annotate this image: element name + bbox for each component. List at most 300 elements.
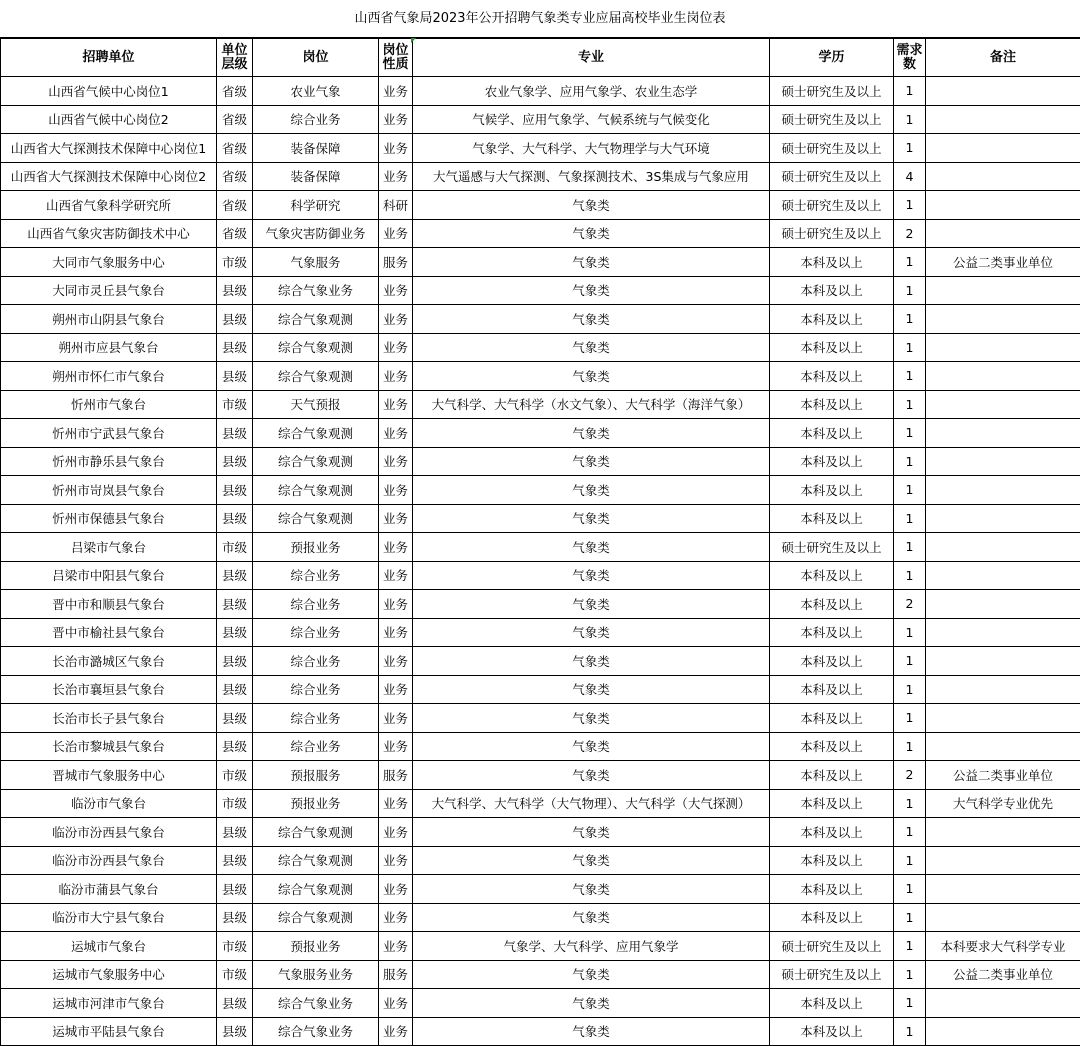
cell-unit[interactable]: 临汾市气象台 <box>1 789 217 818</box>
cell-major[interactable]: 气象学、大气科学、大气物理学与大气环境 <box>413 134 770 163</box>
cell-post[interactable]: 气象服务 <box>253 248 379 277</box>
cell-note[interactable] <box>926 504 1080 533</box>
cell-note[interactable] <box>926 1017 1080 1046</box>
cell-level[interactable]: 省级 <box>217 77 253 106</box>
cell-nature[interactable]: 业务 <box>379 846 413 875</box>
cell-post[interactable]: 综合业务 <box>253 704 379 733</box>
cell-post[interactable]: 综合气象观测 <box>253 875 379 904</box>
cell-level[interactable]: 县级 <box>217 846 253 875</box>
cell-count[interactable]: 1 <box>894 846 926 875</box>
cell-note[interactable] <box>926 590 1080 619</box>
cell-nature[interactable]: 业务 <box>379 789 413 818</box>
cell-unit[interactable]: 晋城市气象服务中心 <box>1 761 217 790</box>
cell-major[interactable]: 气象类 <box>413 618 770 647</box>
cell-count[interactable]: 1 <box>894 476 926 505</box>
cell-major[interactable]: 气象类 <box>413 476 770 505</box>
cell-post[interactable]: 预报业务 <box>253 932 379 961</box>
cell-level[interactable]: 县级 <box>217 305 253 334</box>
cell-edu[interactable]: 本科及以上 <box>770 732 894 761</box>
cell-post[interactable]: 农业气象 <box>253 77 379 106</box>
cell-post[interactable]: 综合业务 <box>253 590 379 619</box>
cell-post[interactable]: 装备保障 <box>253 134 379 163</box>
cell-major[interactable]: 气象类 <box>413 761 770 790</box>
cell-nature[interactable]: 业务 <box>379 362 413 391</box>
cell-note[interactable] <box>926 846 1080 875</box>
cell-unit[interactable]: 晋中市榆社县气象台 <box>1 618 217 647</box>
cell-count[interactable]: 1 <box>894 419 926 448</box>
cell-unit[interactable]: 山西省大气探测技术保障中心岗位1 <box>1 134 217 163</box>
cell-level[interactable]: 县级 <box>217 875 253 904</box>
cell-major[interactable]: 气象类 <box>413 647 770 676</box>
cell-nature[interactable]: 业务 <box>379 647 413 676</box>
cell-unit[interactable]: 朔州市应县气象台 <box>1 333 217 362</box>
table-row <box>1 533 1080 562</box>
cell-level[interactable]: 市级 <box>217 533 253 562</box>
cell-note[interactable] <box>926 675 1080 704</box>
cell-nature[interactable]: 业务 <box>379 390 413 419</box>
cell-edu[interactable]: 本科及以上 <box>770 989 894 1018</box>
cell-post[interactable]: 综合气象业务 <box>253 1017 379 1046</box>
cell-note[interactable]: 公益二类事业单位 <box>926 761 1080 790</box>
table-row <box>1 618 1080 647</box>
cell-count[interactable]: 1 <box>894 818 926 847</box>
cell-note[interactable] <box>926 305 1080 334</box>
table-row <box>1 989 1080 1018</box>
cell-edu[interactable]: 本科及以上 <box>770 789 894 818</box>
header-nature-line2: 性质 <box>382 57 408 72</box>
cell-nature[interactable]: 服务 <box>379 761 413 790</box>
cell-post[interactable]: 综合气象观测 <box>253 476 379 505</box>
cell-level[interactable]: 县级 <box>217 732 253 761</box>
cell-major[interactable]: 大气遥感与大气探测、气象探测技术、3S集成与气象应用 <box>413 162 770 191</box>
cell-note[interactable] <box>926 105 1080 134</box>
cell-post[interactable]: 综合气象观测 <box>253 818 379 847</box>
cell-level[interactable]: 市级 <box>217 932 253 961</box>
cell-count[interactable]: 1 <box>894 903 926 932</box>
cell-unit[interactable]: 临汾市汾西县气象台 <box>1 846 217 875</box>
cell-edu[interactable]: 本科及以上 <box>770 305 894 334</box>
cell-post[interactable]: 综合气象观测 <box>253 903 379 932</box>
cell-edu[interactable]: 本科及以上 <box>770 903 894 932</box>
header-nature-line1: 岗位 <box>382 43 408 58</box>
cell-level[interactable]: 县级 <box>217 504 253 533</box>
cell-major[interactable]: 气象类 <box>413 419 770 448</box>
cell-post[interactable]: 综合气象观测 <box>253 362 379 391</box>
cell-nature[interactable]: 业务 <box>379 105 413 134</box>
cell-nature[interactable]: 业务 <box>379 305 413 334</box>
cell-level[interactable]: 省级 <box>217 219 253 248</box>
cell-edu[interactable]: 本科及以上 <box>770 590 894 619</box>
cell-post[interactable]: 综合气象观测 <box>253 333 379 362</box>
cell-unit[interactable]: 运城市平陆县气象台 <box>1 1017 217 1046</box>
cell-count[interactable]: 1 <box>894 618 926 647</box>
cell-post[interactable]: 预报服务 <box>253 761 379 790</box>
cell-count[interactable]: 2 <box>894 590 926 619</box>
cell-note[interactable] <box>926 618 1080 647</box>
cell-nature[interactable]: 业务 <box>379 476 413 505</box>
table-row <box>1 333 1080 362</box>
cell-unit[interactable]: 晋中市和顺县气象台 <box>1 590 217 619</box>
cell-edu[interactable]: 本科及以上 <box>770 248 894 277</box>
cell-nature[interactable]: 业务 <box>379 1017 413 1046</box>
cell-note[interactable] <box>926 476 1080 505</box>
cell-major[interactable]: 气象类 <box>413 675 770 704</box>
cell-post[interactable]: 综合业务 <box>253 561 379 590</box>
cell-post[interactable]: 综合业务 <box>253 732 379 761</box>
cell-unit[interactable]: 山西省气候中心岗位2 <box>1 105 217 134</box>
table-row <box>1 105 1080 134</box>
cell-major[interactable]: 农业气象学、应用气象学、农业生态学 <box>413 77 770 106</box>
cell-major[interactable]: 气象类 <box>413 1017 770 1046</box>
cell-level[interactable]: 市级 <box>217 248 253 277</box>
cell-edu[interactable]: 本科及以上 <box>770 390 894 419</box>
cell-note[interactable] <box>926 875 1080 904</box>
cell-post[interactable]: 综合气象观测 <box>253 447 379 476</box>
table-row <box>1 732 1080 761</box>
cell-level[interactable]: 市级 <box>217 390 253 419</box>
cell-nature[interactable]: 服务 <box>379 248 413 277</box>
cell-nature[interactable]: 业务 <box>379 276 413 305</box>
cell-edu[interactable]: 本科及以上 <box>770 818 894 847</box>
cell-post[interactable]: 天气预报 <box>253 390 379 419</box>
cell-unit[interactable]: 运城市气象台 <box>1 932 217 961</box>
cell-level[interactable]: 省级 <box>217 162 253 191</box>
cell-edu[interactable]: 本科及以上 <box>770 875 894 904</box>
cell-major[interactable]: 气象类 <box>413 875 770 904</box>
cell-note[interactable] <box>926 362 1080 391</box>
cell-level[interactable]: 县级 <box>217 647 253 676</box>
header-major: 专业 <box>413 39 770 77</box>
cell-unit[interactable]: 山西省气象灾害防御技术中心 <box>1 219 217 248</box>
cell-unit[interactable]: 长治市黎城县气象台 <box>1 732 217 761</box>
cell-level[interactable]: 县级 <box>217 362 253 391</box>
cell-unit[interactable]: 山西省气候中心岗位1 <box>1 77 217 106</box>
cell-edu[interactable]: 本科及以上 <box>770 1017 894 1046</box>
cell-edu[interactable]: 本科及以上 <box>770 675 894 704</box>
cell-major[interactable]: 气象类 <box>413 989 770 1018</box>
cell-nature[interactable]: 业务 <box>379 162 413 191</box>
cell-count[interactable]: 1 <box>894 989 926 1018</box>
cell-count[interactable]: 1 <box>894 134 926 163</box>
cell-major[interactable]: 气象类 <box>413 219 770 248</box>
cell-count[interactable]: 1 <box>894 191 926 220</box>
cell-major[interactable]: 气象类 <box>413 533 770 562</box>
table-row <box>1 647 1080 676</box>
table-row <box>1 789 1080 818</box>
cell-count[interactable]: 1 <box>894 276 926 305</box>
cell-major[interactable]: 气象类 <box>413 960 770 989</box>
cell-count[interactable]: 1 <box>894 675 926 704</box>
cell-count[interactable]: 1 <box>894 561 926 590</box>
cell-major[interactable]: 气象类 <box>413 818 770 847</box>
cell-unit[interactable]: 临汾市蒲县气象台 <box>1 875 217 904</box>
cell-nature[interactable]: 业务 <box>379 989 413 1018</box>
cell-unit[interactable]: 运城市气象服务中心 <box>1 960 217 989</box>
cell-level[interactable]: 县级 <box>217 903 253 932</box>
cell-nature[interactable]: 业务 <box>379 590 413 619</box>
cell-count[interactable]: 2 <box>894 219 926 248</box>
cell-note[interactable] <box>926 533 1080 562</box>
cell-unit[interactable]: 吕梁市气象台 <box>1 533 217 562</box>
cell-count[interactable]: 1 <box>894 447 926 476</box>
cell-nature[interactable]: 业务 <box>379 732 413 761</box>
cell-count[interactable]: 1 <box>894 960 926 989</box>
cell-nature[interactable]: 业务 <box>379 504 413 533</box>
cell-post[interactable]: 综合气象观测 <box>253 846 379 875</box>
cell-note[interactable] <box>926 732 1080 761</box>
cell-nature[interactable]: 业务 <box>379 561 413 590</box>
cell-unit[interactable]: 长治市潞城区气象台 <box>1 647 217 676</box>
table-row <box>1 960 1080 989</box>
cell-note[interactable] <box>926 818 1080 847</box>
cell-level[interactable]: 县级 <box>217 276 253 305</box>
cell-edu[interactable]: 硕士研究生及以上 <box>770 77 894 106</box>
cell-post[interactable]: 气象服务业务 <box>253 960 379 989</box>
cell-major[interactable]: 气象类 <box>413 846 770 875</box>
cell-major[interactable]: 气象类 <box>413 704 770 733</box>
cell-count[interactable]: 1 <box>894 1017 926 1046</box>
cell-count[interactable]: 4 <box>894 162 926 191</box>
cell-count[interactable]: 1 <box>894 248 926 277</box>
cell-nature[interactable]: 业务 <box>379 333 413 362</box>
header-post: 岗位 <box>253 39 379 77</box>
cell-nature[interactable]: 服务 <box>379 960 413 989</box>
cell-nature[interactable]: 业务 <box>379 419 413 448</box>
cell-count[interactable]: 1 <box>894 105 926 134</box>
cell-post[interactable]: 综合气象观测 <box>253 419 379 448</box>
cell-post[interactable]: 科学研究 <box>253 191 379 220</box>
cell-unit[interactable]: 忻州市静乐县气象台 <box>1 447 217 476</box>
cell-level[interactable]: 县级 <box>217 704 253 733</box>
header-count-line2: 数 <box>903 57 916 72</box>
cell-count[interactable]: 1 <box>894 704 926 733</box>
cell-note[interactable] <box>926 903 1080 932</box>
cell-note[interactable] <box>926 134 1080 163</box>
cell-count[interactable]: 1 <box>894 789 926 818</box>
cell-level[interactable]: 市级 <box>217 960 253 989</box>
cell-unit[interactable]: 临汾市大宁县气象台 <box>1 903 217 932</box>
cell-post[interactable]: 预报业务 <box>253 789 379 818</box>
cell-level[interactable]: 市级 <box>217 761 253 790</box>
cell-edu[interactable]: 硕士研究生及以上 <box>770 191 894 220</box>
cell-unit[interactable]: 长治市长子县气象台 <box>1 704 217 733</box>
cell-post[interactable]: 综合气象观测 <box>253 504 379 533</box>
cell-level[interactable]: 县级 <box>217 333 253 362</box>
sheet-title: 山西省气象局2023年公开招聘气象类专业应届高校毕业生岗位表 <box>0 0 1080 38</box>
cell-unit[interactable]: 临汾市汾西县气象台 <box>1 818 217 847</box>
table-row <box>1 561 1080 590</box>
cell-edu[interactable]: 本科及以上 <box>770 561 894 590</box>
cell-level[interactable]: 省级 <box>217 105 253 134</box>
cell-edu[interactable]: 本科及以上 <box>770 447 894 476</box>
table-row <box>1 191 1080 220</box>
table-row <box>1 305 1080 334</box>
cell-post[interactable]: 综合气象观测 <box>253 305 379 334</box>
cell-edu[interactable]: 硕士研究生及以上 <box>770 134 894 163</box>
cell-note[interactable] <box>926 647 1080 676</box>
cell-major[interactable]: 气候学、应用气象学、气候系统与气候变化 <box>413 105 770 134</box>
cell-post[interactable]: 综合气象业务 <box>253 276 379 305</box>
cell-level[interactable]: 县级 <box>217 989 253 1018</box>
cell-level[interactable]: 省级 <box>217 191 253 220</box>
cell-unit[interactable]: 山西省大气探测技术保障中心岗位2 <box>1 162 217 191</box>
table-row <box>1 77 1080 106</box>
cell-note[interactable]: 本科要求大气科学专业 <box>926 932 1080 961</box>
cell-nature[interactable]: 业务 <box>379 219 413 248</box>
cell-note[interactable] <box>926 219 1080 248</box>
cell-major[interactable]: 气象类 <box>413 590 770 619</box>
table-row <box>1 818 1080 847</box>
cell-level[interactable]: 县级 <box>217 419 253 448</box>
cell-count[interactable]: 2 <box>894 761 926 790</box>
cell-nature[interactable]: 业务 <box>379 875 413 904</box>
cell-note[interactable]: 公益二类事业单位 <box>926 248 1080 277</box>
cell-edu[interactable]: 本科及以上 <box>770 846 894 875</box>
cell-major[interactable]: 气象类 <box>413 305 770 334</box>
cell-edu[interactable]: 本科及以上 <box>770 276 894 305</box>
cell-major[interactable]: 气象类 <box>413 333 770 362</box>
cell-post[interactable]: 综合业务 <box>253 105 379 134</box>
cell-level[interactable]: 县级 <box>217 590 253 619</box>
header-level-line1: 单位 <box>221 43 247 58</box>
cell-unit[interactable]: 忻州市宁武县气象台 <box>1 419 217 448</box>
cell-nature[interactable]: 业务 <box>379 447 413 476</box>
cell-level[interactable]: 县级 <box>217 618 253 647</box>
cell-note[interactable] <box>926 989 1080 1018</box>
cell-major[interactable]: 气象学、大气科学、应用气象学 <box>413 932 770 961</box>
cell-edu[interactable]: 本科及以上 <box>770 761 894 790</box>
cell-unit[interactable]: 吕梁市中阳县气象台 <box>1 561 217 590</box>
cell-count[interactable]: 1 <box>894 732 926 761</box>
cell-edu[interactable]: 硕士研究生及以上 <box>770 105 894 134</box>
cell-count[interactable]: 1 <box>894 390 926 419</box>
cell-note[interactable] <box>926 704 1080 733</box>
cell-count[interactable]: 1 <box>894 305 926 334</box>
cell-count[interactable]: 1 <box>894 647 926 676</box>
cell-note[interactable]: 大气科学专业优先 <box>926 789 1080 818</box>
cell-nature[interactable]: 业务 <box>379 932 413 961</box>
cell-unit[interactable]: 忻州市气象台 <box>1 390 217 419</box>
cell-major[interactable]: 气象类 <box>413 248 770 277</box>
cell-edu[interactable]: 本科及以上 <box>770 704 894 733</box>
cell-unit[interactable]: 大同市灵丘县气象台 <box>1 276 217 305</box>
cell-major[interactable]: 气象类 <box>413 732 770 761</box>
cell-edu[interactable]: 本科及以上 <box>770 618 894 647</box>
cell-note[interactable] <box>926 561 1080 590</box>
cell-major[interactable]: 气象类 <box>413 362 770 391</box>
cell-note[interactable] <box>926 419 1080 448</box>
cell-level[interactable]: 县级 <box>217 675 253 704</box>
cell-count[interactable]: 1 <box>894 932 926 961</box>
cell-count[interactable]: 1 <box>894 333 926 362</box>
cell-edu[interactable]: 硕士研究生及以上 <box>770 960 894 989</box>
cell-major[interactable]: 气象类 <box>413 504 770 533</box>
cell-count[interactable]: 1 <box>894 875 926 904</box>
cell-edu[interactable]: 硕士研究生及以上 <box>770 219 894 248</box>
cell-unit[interactable]: 朔州市怀仁市气象台 <box>1 362 217 391</box>
cell-major[interactable]: 气象类 <box>413 903 770 932</box>
cell-nature[interactable]: 业务 <box>379 77 413 106</box>
cell-edu[interactable]: 硕士研究生及以上 <box>770 533 894 562</box>
cell-edu[interactable]: 本科及以上 <box>770 647 894 676</box>
cell-note[interactable] <box>926 162 1080 191</box>
cell-note[interactable] <box>926 333 1080 362</box>
cell-post[interactable]: 气象灾害防御业务 <box>253 219 379 248</box>
cell-level[interactable]: 县级 <box>217 561 253 590</box>
cell-count[interactable]: 1 <box>894 533 926 562</box>
cell-note[interactable] <box>926 447 1080 476</box>
table-row <box>1 875 1080 904</box>
cell-post[interactable]: 综合气象业务 <box>253 989 379 1018</box>
table-row <box>1 390 1080 419</box>
cell-post[interactable]: 综合业务 <box>253 647 379 676</box>
cell-unit[interactable]: 忻州市保德县气象台 <box>1 504 217 533</box>
cell-nature[interactable]: 业务 <box>379 818 413 847</box>
cell-edu[interactable]: 本科及以上 <box>770 476 894 505</box>
cell-note[interactable] <box>926 276 1080 305</box>
cell-nature[interactable]: 业务 <box>379 704 413 733</box>
table-row <box>1 419 1080 448</box>
cell-nature[interactable]: 业务 <box>379 675 413 704</box>
cell-count[interactable]: 1 <box>894 362 926 391</box>
cell-level[interactable]: 县级 <box>217 1017 253 1046</box>
cell-nature[interactable]: 科研 <box>379 191 413 220</box>
header-note: 备注 <box>926 39 1080 77</box>
cell-edu[interactable]: 本科及以上 <box>770 504 894 533</box>
cell-major[interactable]: 气象类 <box>413 447 770 476</box>
cell-post[interactable]: 综合业务 <box>253 675 379 704</box>
cell-note[interactable]: 公益二类事业单位 <box>926 960 1080 989</box>
cell-nature[interactable]: 业务 <box>379 618 413 647</box>
cell-post[interactable]: 装备保障 <box>253 162 379 191</box>
cell-level[interactable]: 市级 <box>217 789 253 818</box>
cell-unit[interactable]: 忻州市岢岚县气象台 <box>1 476 217 505</box>
cell-count[interactable]: 1 <box>894 77 926 106</box>
cell-major[interactable]: 大气科学、大气科学（大气物理）、大气科学（大气探测） <box>413 789 770 818</box>
cell-post[interactable]: 预报业务 <box>253 533 379 562</box>
cell-count[interactable]: 1 <box>894 504 926 533</box>
cell-nature[interactable]: 业务 <box>379 134 413 163</box>
cell-major[interactable]: 气象类 <box>413 561 770 590</box>
table-row <box>1 846 1080 875</box>
cell-level[interactable]: 县级 <box>217 476 253 505</box>
cell-unit[interactable]: 朔州市山阴县气象台 <box>1 305 217 334</box>
cell-unit[interactable]: 长治市襄垣县气象台 <box>1 675 217 704</box>
header-nature <box>379 39 413 77</box>
cell-unit[interactable]: 运城市河津市气象台 <box>1 989 217 1018</box>
cell-edu[interactable]: 硕士研究生及以上 <box>770 932 894 961</box>
cell-unit[interactable]: 山西省气象科学研究所 <box>1 191 217 220</box>
cell-level[interactable]: 县级 <box>217 818 253 847</box>
cell-major[interactable]: 大气科学、大气科学（水文气象）、大气科学（海洋气象） <box>413 390 770 419</box>
cell-level[interactable]: 县级 <box>217 447 253 476</box>
cell-nature[interactable]: 业务 <box>379 903 413 932</box>
cell-edu[interactable]: 硕士研究生及以上 <box>770 162 894 191</box>
cell-edu[interactable]: 本科及以上 <box>770 419 894 448</box>
cell-edu[interactable]: 本科及以上 <box>770 362 894 391</box>
cell-level[interactable]: 省级 <box>217 134 253 163</box>
cell-unit[interactable]: 大同市气象服务中心 <box>1 248 217 277</box>
table-row <box>1 1017 1080 1046</box>
cell-major[interactable]: 气象类 <box>413 276 770 305</box>
cell-post[interactable]: 综合业务 <box>253 618 379 647</box>
cell-note[interactable] <box>926 191 1080 220</box>
cell-note[interactable] <box>926 390 1080 419</box>
cell-edu[interactable]: 本科及以上 <box>770 333 894 362</box>
cell-note[interactable] <box>926 77 1080 106</box>
cell-major[interactable]: 气象类 <box>413 191 770 220</box>
cell-nature[interactable]: 业务 <box>379 533 413 562</box>
